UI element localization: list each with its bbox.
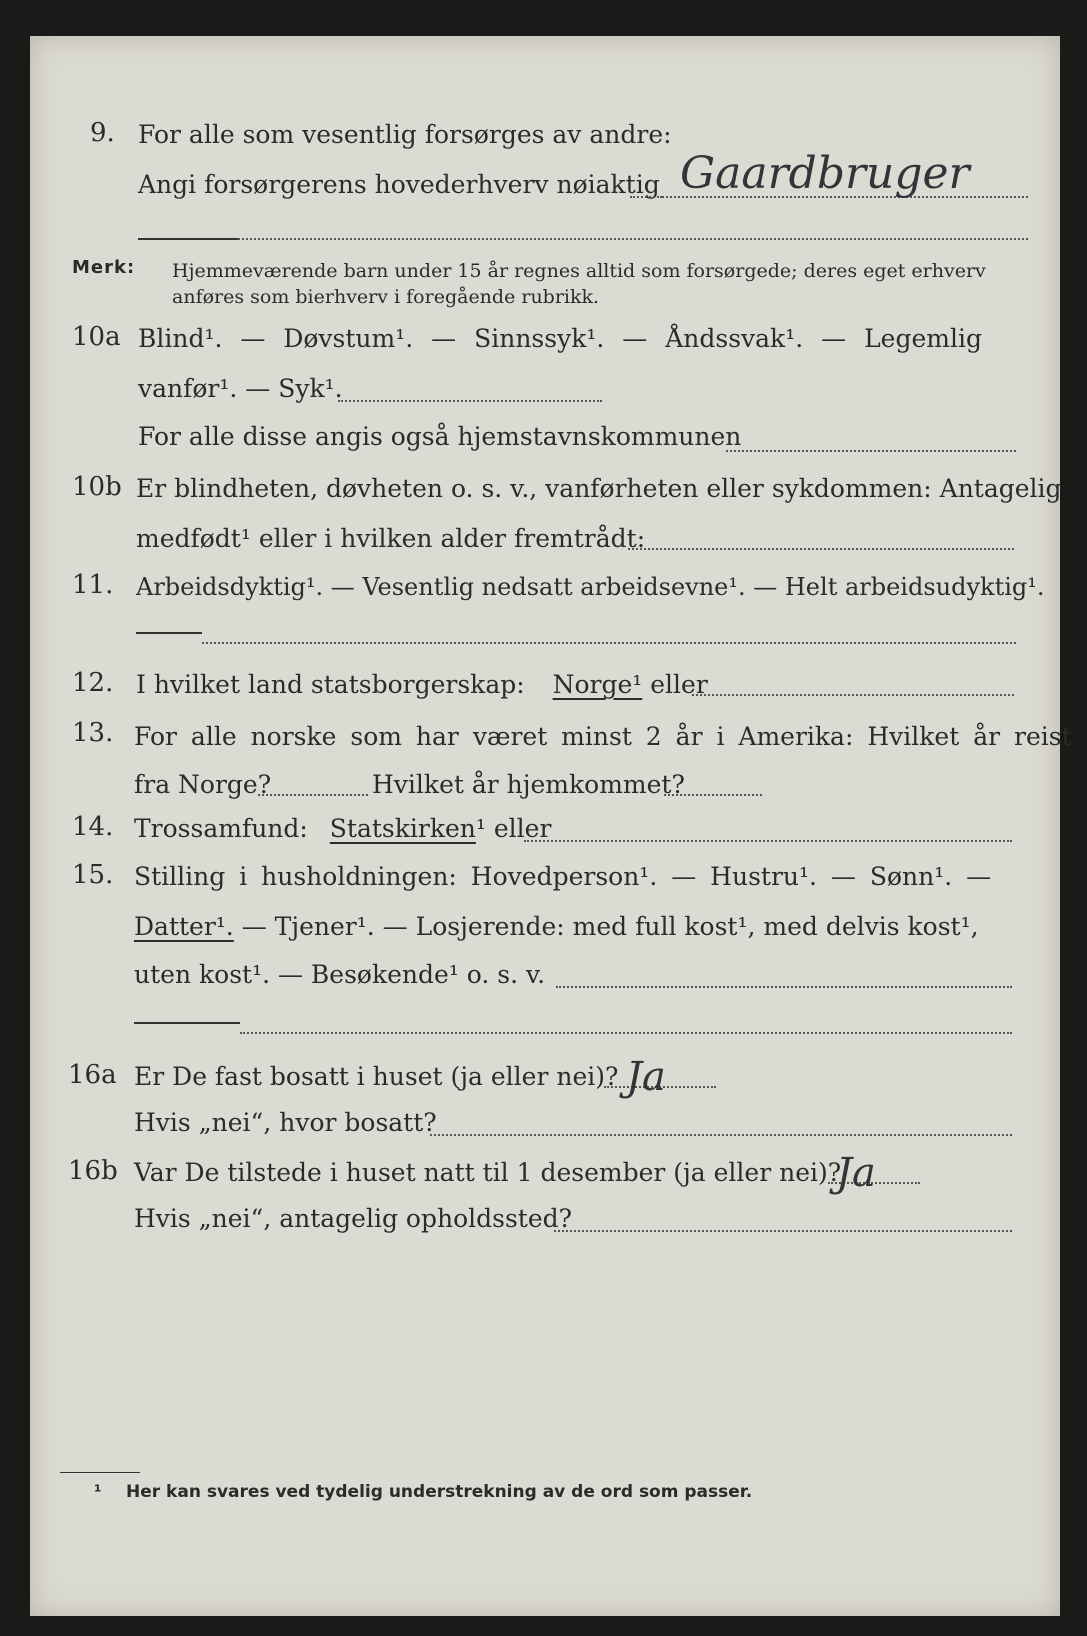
q13-hjemkommet-line	[664, 794, 762, 796]
q9-line1: For alle som vesentlig forsørges av andre:	[138, 120, 672, 149]
q13-number: 13.	[72, 718, 114, 748]
q16b-line2: Hvis „nei“, antagelig opholdssted?	[134, 1204, 573, 1233]
q16a-bosatt-line	[430, 1134, 1012, 1136]
q9-handwritten-answer: Gaardbruger	[680, 148, 970, 199]
q10b-answer-line	[628, 548, 1014, 550]
q14-suffix: eller	[493, 814, 552, 843]
merk-line1: Hjemmeværende barn under 15 år regnes alltid som forsørgede; deres eget erhverv	[172, 260, 986, 282]
q16b-number: 16b	[68, 1156, 118, 1186]
q12-option-norge: Norge¹	[552, 670, 643, 699]
q13-line1: For alle norske som har været minst 2 år i Amerika: Hvilket år reist	[134, 722, 1072, 751]
q12-prefix: I hvilket land statsborgerskap:	[136, 670, 525, 699]
q15-line1: Stilling i husholdningen: Hovedperson¹. — Hustru¹. — Sønn¹. —	[134, 862, 992, 891]
q15-line2-wrap	[134, 912, 979, 942]
q13-line2b: Hvilket år hjemkommet?	[372, 770, 685, 799]
q15-extra-line	[240, 1032, 1012, 1034]
q11-line1: Arbeidsdyktig¹. — Vesentlig nedsatt arbeidsevne¹. — Helt arbeidsudyktig¹.	[136, 573, 1045, 601]
q14-line	[134, 814, 551, 844]
q9-line2: Angi forsørgerens hovederhverv nøiaktig	[138, 170, 660, 199]
q12-line	[136, 670, 708, 700]
q9-extra-line-solid	[138, 238, 238, 240]
q16b-opholdssted-line	[554, 1230, 1012, 1232]
q10a-line3: For alle disse angis også hjemstavnskommunen	[138, 422, 742, 451]
q16b-line1: Var De tilstede i huset natt til 1 desember (ja eller nei)?	[134, 1158, 842, 1187]
q10b-line2: medfødt¹ eller i hvilken alder fremtrådt:	[136, 524, 646, 553]
q16a-handwritten-answer: Ja	[626, 1054, 666, 1100]
q10b-line1: Er blindheten, døvheten o. s. v., vanførheten eller sykdommen: Antagelig	[136, 474, 1062, 503]
footnote-mark: ¹	[94, 1482, 102, 1502]
q12-answer-line	[692, 694, 1014, 696]
q9-answer-line	[630, 196, 662, 198]
merk-line2: anføres som bierhverv i foregående rubrikk.	[172, 286, 600, 308]
q13-reist-line	[258, 794, 368, 796]
q11-number: 11.	[72, 570, 114, 600]
q16a-line1: Er De fast bosatt i huset (ja eller nei)?	[134, 1062, 619, 1091]
q16a-number: 16a	[68, 1060, 117, 1090]
q12-number: 12.	[72, 668, 114, 698]
q10a-line1: Blind¹. — Døvstum¹. — Sinnssyk¹. — Åndssvak¹. — Legemlig	[138, 324, 982, 353]
q15-line2: — Tjener¹. — Losjerende: med full kost¹, med delvis kost¹,	[241, 912, 979, 941]
q16b-handwritten-answer: Ja	[836, 1150, 876, 1196]
q10a-kommune-line	[726, 450, 1016, 452]
q13-line2a: fra Norge?	[134, 770, 272, 799]
q14-number: 14.	[72, 812, 114, 842]
footnote-text: Her kan svares ved tydelig understrekning av de ord som passer.	[126, 1482, 753, 1502]
q11-answer-line	[202, 642, 1016, 644]
footnote-rule	[60, 1472, 140, 1473]
q9-number: 9.	[90, 118, 115, 148]
q11-line-solid	[136, 632, 202, 634]
q10a-line2: vanfør¹. — Syk¹.	[138, 374, 343, 403]
q15-answer-line	[556, 986, 1012, 988]
q15-line-solid	[134, 1022, 240, 1024]
q15-option-datter: Datter¹.	[134, 912, 234, 941]
q16a-line2: Hvis „nei“, hvor bosatt?	[134, 1108, 437, 1137]
merk-label: Merk:	[72, 257, 136, 278]
census-form-page	[30, 36, 1072, 1616]
q10b-number: 10b	[72, 472, 122, 502]
q14-option-statskirken: Statskirken	[329, 814, 476, 843]
q10a-syk-line	[338, 400, 602, 402]
q14-sup: ¹	[475, 814, 486, 843]
q14-prefix: Trossamfund:	[134, 814, 308, 843]
q10a-number: 10a	[72, 322, 121, 352]
q15-number: 15.	[72, 860, 114, 890]
q14-answer-line	[524, 840, 1012, 842]
q9-extra-line	[238, 238, 1028, 240]
q15-line3: uten kost¹. — Besøkende¹ o. s. v.	[134, 960, 546, 989]
q12-suffix: eller	[650, 670, 708, 699]
